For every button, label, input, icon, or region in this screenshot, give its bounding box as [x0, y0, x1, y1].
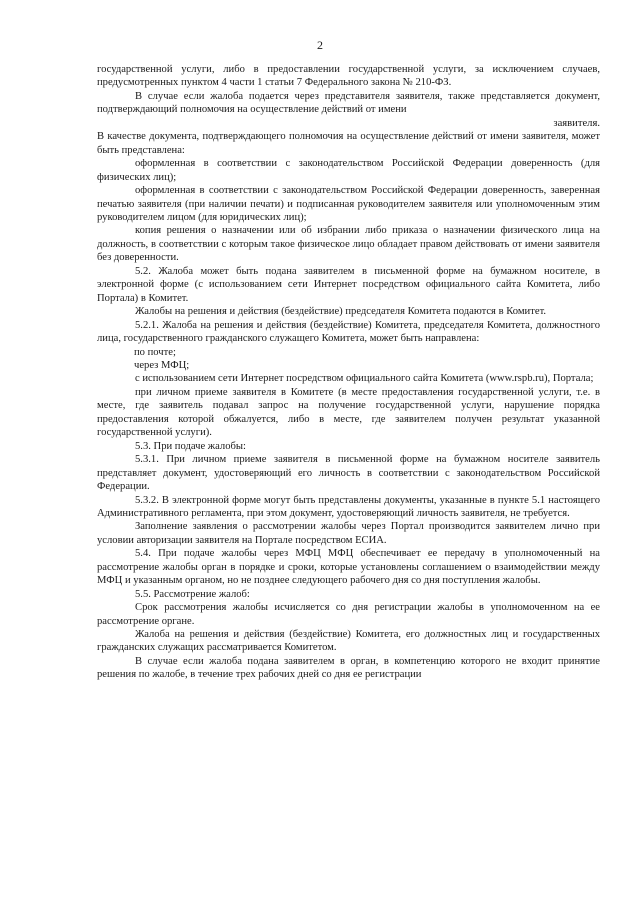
document-body: [97, 63, 600, 682]
paragraph: В качестве документа, подтверждающего полномочия на осуществление действий от имени заявителя, может быть представлена:: [97, 131, 600, 156]
paragraph: при личном приеме заявителя в Комитете (в месте предоставления государственной услуги, т.е. в месте, где заявитель подавал запрос на получение государственной услуги, нарушение порядка предоставления которой обжалуется, либо в месте, где заявителем получен результат указанной государственной услуги).: [97, 386, 600, 439]
paragraph: В случае если жалоба подана заявителем в орган, в компетенцию которого не входит принятие решения по жалобе, в течение трех рабочих дней со дня ее регистрации: [97, 655, 600, 681]
paragraph: 5.3. При подаче жалобы:: [135, 440, 246, 452]
paragraph: 5.3.2. В электронной форме могут быть представлены документы, указанные в пункте 5.1 настоящего Административного регламента, при этом документ, удостоверяющий личность заявителя, не требуется.: [97, 494, 600, 519]
page-number: 2: [317, 38, 323, 52]
paragraph: заявителя.: [553, 117, 600, 129]
paragraph: Жалобы на решения и действия (бездействие) председателя Комитета подаются в Комитет.: [135, 306, 547, 318]
paragraph: 5.2.1. Жалоба на решения и действия (бездействие) Комитета, председателя Комитета, должностного лица, государственного гражданского служащего Комитета, может быть направлена:: [97, 319, 600, 345]
paragraph: копия решения о назначении или об избрании либо приказа о назначении физического лица на должность, в соответствии с которым такое физическое лицо обладает правом действовать от имени заявителя без доверенности.: [97, 225, 600, 264]
paragraph: 5.4. При подаче жалобы через МФЦ МФЦ обеспечивает ее передачу в уполномоченный на рассмотрение жалобы орган в порядке и сроки, которые установлены соглашением о взаимодействии между МФЦ и указанным органом, но не позднее следующего рабочего дня со дня поступления жалобы.: [97, 548, 600, 587]
paragraph: государственной услуги, либо в предоставлении государственной услуги, за исключением случаев, предусмотренных пунктом 4 части 1 статьи 7 Федерального закона № 210-ФЗ.: [97, 64, 600, 89]
paragraph: 5.3.1. При личном приеме заявителя в письменной форме на бумажном носителе заявитель представляет документ, удостоверяющий его личность в соответствии с законодательством Российской Федерации.: [97, 454, 600, 493]
paragraph: оформленная в соответствии с законодательством Российской Федерации доверенность (для физических лиц);: [97, 158, 600, 183]
paragraph: В случае если жалоба подается через представителя заявителя, также представляется документ, подтверждающий полномочия на осуществление действий от имени: [97, 90, 600, 116]
paragraph: Срок рассмотрения жалобы исчисляется со дня регистрации жалобы в уполномоченном на ее рассмотрение органе.: [97, 602, 600, 627]
paragraph: 5.2. Жалоба может быть подана заявителем в письменной форме на бумажном носителе, в электронной форме (с использованием сети Интернет посредством официального сайта Комитета, либо Портала) в Комитет.: [97, 265, 600, 304]
paragraph: с использованием сети Интернет посредством официального сайта Комитета (www.rspb.ru), Портала;: [135, 373, 594, 385]
paragraph: оформленная в соответствии с законодательством Российской Федерации доверенность, заверенная печатью заявителя (при наличии печати) и подписанная руководителем заявителя или уполномоченным этим руководителем лицом (для юридических лиц);: [97, 185, 600, 223]
paragraph: 5.5. Рассмотрение жалоб:: [135, 588, 250, 600]
paragraph: по почте;: [134, 346, 176, 358]
paragraph: Жалоба на решения и действия (бездействие) Комитета, его должностных лиц и государственных гражданских служащих рассматривается Комитетом.: [97, 629, 600, 654]
paragraph: через МФЦ;: [134, 359, 190, 371]
paragraph: Заполнение заявления о рассмотрении жалобы через Портал производится заявителем лично при условии авторизации заявителя на Портале посредством ЕСИА.: [97, 521, 600, 546]
